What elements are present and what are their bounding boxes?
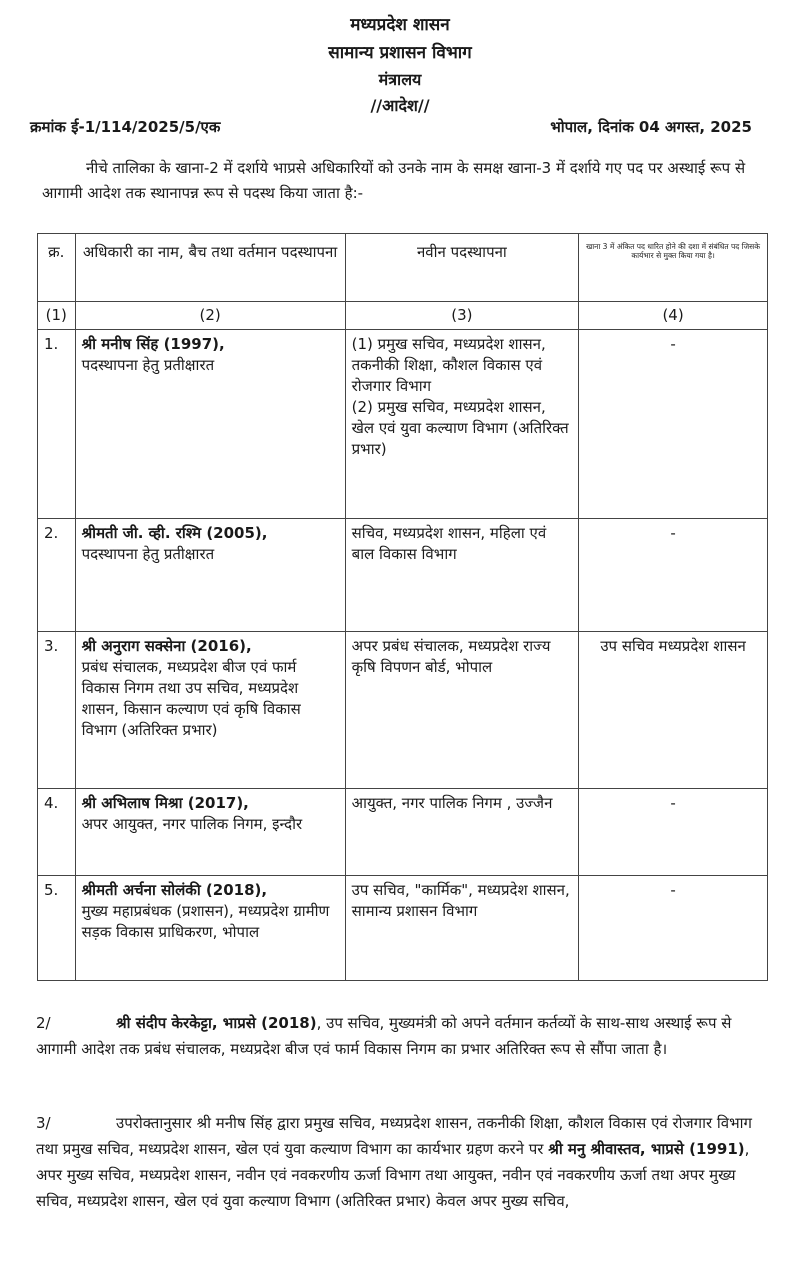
order-date: भोपाल, दिनांक 04 अगस्त, 2025 [550, 118, 752, 136]
table-row [38, 789, 768, 876]
officer-cell [75, 632, 345, 789]
row-serial: 2. [38, 519, 76, 632]
paragraph-text: , अपर मुख्य सचिव, मध्यप्रदेश शासन, नवीन एवं नवकरणीय ऊर्जा विभाग तथा आयुक्त, नवीन एवं नवकरणीय ऊर्जा तथा अपर मुख्य सचिव, मध्यप्रदेश शासन, खेल एवं युवा कल्याण विभाग (अतिरिक्त प्रभार) केवल अपर मुख्य सचिव, [36, 1140, 750, 1210]
new-posting-cell [345, 330, 579, 519]
table-row [38, 519, 768, 632]
new-posting-cell [345, 789, 579, 876]
col-number: (2) [75, 302, 345, 330]
new-posting-1: आयुक्त, नगर पालिक निगम , उज्जैन [351, 794, 553, 812]
row-serial: 3. [38, 632, 76, 789]
officer-name: श्रीमती अर्चना सोलंकी (2018), [81, 881, 268, 899]
row-serial: 4. [38, 789, 76, 876]
table-row [38, 330, 768, 519]
header-officer: अधिकारी का नाम, बैच तथा वर्तमान पदस्थापना [75, 234, 345, 302]
intro-paragraph: नीचे तालिका के खाना-2 में दर्शाये भाप्रसे अधिकारियों को उनके नाम के समक्ष खाना-3 में दर्शाये गए पद पर अस्थाई रूप से आगामी आदेश तक स्थानापन्न रूप से पदस्थ किया जाता है:- [42, 159, 746, 202]
paragraph-text: , उप सचिव, मुख्यमंत्री को अपने वर्तमान कर्तव्यों के साथ-साथ अस्थाई रूप से आगामी आदेश तक प्रबंध संचालक, मध्यप्रदेश बीज एवं फार्म विकास निगम का प्रभार अतिरिक्त रूप से सौंपा जाता है। [36, 1014, 732, 1058]
relieved-post: - [579, 789, 768, 876]
table-header-row [38, 234, 768, 302]
officer-cell [75, 876, 345, 981]
col-number: (4) [579, 302, 768, 330]
new-posting-cell [345, 876, 579, 981]
new-posting-1: सचिव, मध्यप्रदेश शासन, महिला एवं बाल विकास विभाग [351, 524, 547, 563]
row-serial: 5. [38, 876, 76, 981]
order-number: क्रमांक ई-1/114/2025/5/एक [30, 118, 221, 136]
officer-name: श्री अनुराग सक्सेना (2016), [81, 637, 252, 655]
header-relieved-post: खाना 3 में अंकित पद धारित होने की दशा में संबंधित पद जिसके कार्यभार से मुक्त किया गया है। [579, 234, 768, 302]
header-order: //आदेश// [370, 96, 430, 115]
relieved-post: - [579, 330, 768, 519]
header-government: मध्यप्रदेश शासन [350, 15, 450, 35]
col-number: (3) [345, 302, 579, 330]
new-posting-1: उप सचिव, "कार्मिक", मध्यप्रदेश शासन, सामान्य प्रशासन विभाग [351, 881, 570, 920]
new-posting-1: (1) प्रमुख सचिव, मध्यप्रदेश शासन, तकनीकी शिक्षा, कौशल विकास एवं रोजगार विभाग [351, 335, 546, 395]
new-posting-cell [345, 632, 579, 789]
paragraph-number: 3/ [36, 1114, 51, 1132]
officer-cell [75, 789, 345, 876]
current-posting: पदस्थापना हेतु प्रतीक्षारत [81, 356, 215, 374]
header-department: सामान्य प्रशासन विभाग [328, 43, 472, 63]
paragraph-2 [36, 1010, 766, 1062]
current-posting: अपर आयुक्त, नगर पालिक निगम, इन्दौर [81, 815, 303, 833]
new-posting-1: अपर प्रबंध संचालक, मध्यप्रदेश राज्य कृषि विपणन बोर्ड, भोपाल [351, 637, 551, 676]
officer-name: श्री मनु श्रीवास्तव, भाप्रसे (1991) [548, 1140, 745, 1158]
current-posting: मुख्य महाप्रबंधक (प्रशासन), मध्यप्रदेश ग्रामीण सड़क विकास प्राधिकरण, भोपाल [81, 902, 330, 941]
officer-name: श्री संदीप केरकेट्टा, भाप्रसे (2018) [116, 1014, 317, 1032]
new-posting-cell [345, 519, 579, 632]
relieved-post: - [579, 876, 768, 981]
officer-cell [75, 330, 345, 519]
table-row [38, 632, 768, 789]
new-posting-2: (2) प्रमुख सचिव, मध्यप्रदेश शासन, खेल एवं युवा कल्याण विभाग (अतिरिक्त प्रभार) [351, 398, 569, 458]
officer-name: श्रीमती जी. व्ही. रश्मि (2005), [81, 524, 268, 542]
header-serial: क्र. [38, 234, 76, 302]
posting-table [37, 233, 768, 981]
paragraph-number: 2/ [36, 1014, 51, 1032]
paragraph-text: उपरोक्तानुसार श्री मनीष सिंह द्वारा प्रमुख सचिव, मध्यप्रदेश शासन, तकनीकी शिक्षा, कौशल विकास एवं रोजगार विभाग तथा प्रमुख सचिव, मध्यप्रदेश शासन, खेल एवं युवा कल्याण विभाग का कार्यभार ग्रहण करने पर [36, 1114, 752, 1158]
relieved-post: - [579, 519, 768, 632]
col-number: (1) [38, 302, 76, 330]
relieved-post: उप सचिव मध्यप्रदेश शासन [579, 632, 768, 789]
paragraph-3 [36, 1110, 766, 1214]
officer-name: श्री मनीष सिंह (1997), [81, 335, 225, 353]
header-new-posting: नवीन पदस्थापना [345, 234, 579, 302]
table-row [38, 876, 768, 981]
header-ministry: मंत्रालय [378, 70, 422, 89]
officer-cell [75, 519, 345, 632]
table-number-row [38, 302, 768, 330]
current-posting: पदस्थापना हेतु प्रतीक्षारत [81, 545, 215, 563]
row-serial: 1. [38, 330, 76, 519]
officer-name: श्री अभिलाष मिश्रा (2017), [81, 794, 249, 812]
current-posting: प्रबंध संचालक, मध्यप्रदेश बीज एवं फार्म विकास निगम तथा उप सचिव, मध्यप्रदेश शासन, किसान कल्याण एवं कृषि विकास विभाग (अतिरिक्त प्रभार) [81, 658, 301, 739]
